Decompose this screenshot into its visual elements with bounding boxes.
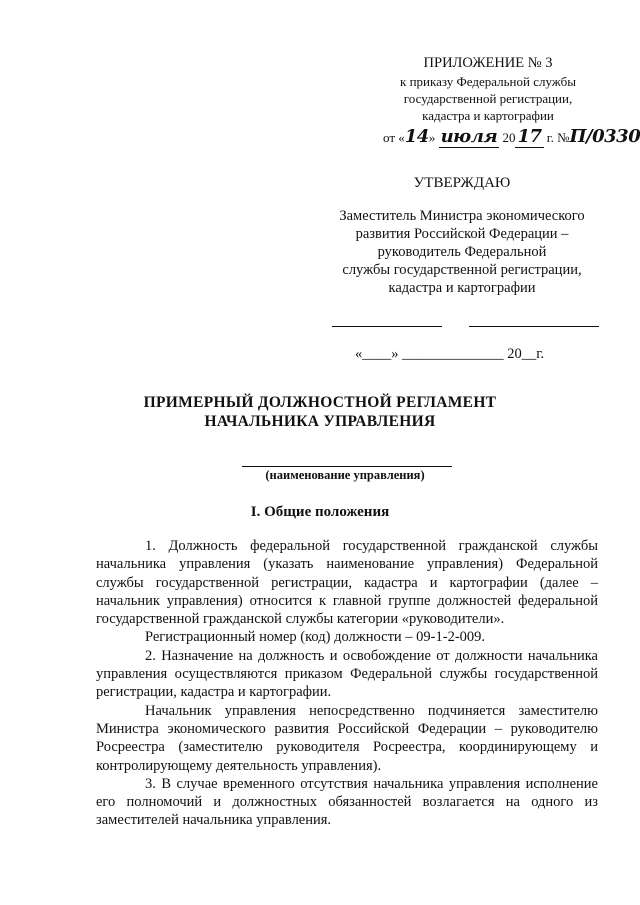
appendix-line: кадастра и картографии — [422, 108, 554, 123]
paragraph: 1. Должность федеральной государственной гражданской службы начальника управления (указать наименование управления) Федеральной службы государственной регистрации, кадастра и картографии (далее – начальник управления) относится к главной группе должностей федеральной государственной гражданской службы категории «руководители». — [96, 538, 598, 628]
order-day: 14 — [404, 126, 429, 147]
order-month: июля — [440, 126, 498, 147]
appendix-header — [378, 54, 598, 124]
title-line: НАЧАЛЬНИКА УПРАВЛЕНИЯ — [204, 413, 436, 430]
order-number-prefix: г. № — [546, 130, 570, 145]
unit-name-line — [242, 466, 452, 467]
unit-caption: (наименование управления) — [265, 468, 425, 482]
section-title: I. Общие положения — [250, 504, 390, 520]
document-title — [40, 393, 600, 431]
title-line: ПРИМЕРНЫЙ ДОЛЖНОСТНОЙ РЕГЛАМЕНТ — [143, 394, 497, 411]
name-line — [469, 326, 599, 327]
signer-line: Заместитель Министра экономического — [339, 208, 585, 224]
appendix-line: государственной регистрации, — [403, 91, 573, 106]
paragraph: Начальник управления непосредственно подчиняется заместителю Министра экономического развития Российской Федерации – руководителю Росреестра (заместителю руководителя Росреестра, координирующему и контролирующему деятельность управления). — [96, 702, 598, 774]
order-year-suffix: 17 — [517, 126, 542, 147]
approval-date: «____» ______________ 20__г. — [355, 346, 545, 362]
document-body — [96, 537, 598, 830]
signer-line: службы государственной регистрации, — [342, 262, 582, 278]
order-year-prefix: 20 — [502, 130, 516, 145]
signature-line — [332, 326, 442, 327]
signer-block — [312, 207, 612, 297]
paragraph: 2. Назначение на должность и освобождение от должности начальника управления осуществляются приказом Федеральной службы государственной регистрации, кадастра и картографии. — [96, 647, 598, 701]
paragraph: 3. В случае временного отсутствия начальника управления исполнение его полномочий и должностных обязанностей возлагается на одного из заместителей начальника управления. — [96, 775, 598, 829]
paragraph: Регистрационный номер (код) должности – 09-1-2-009. — [145, 629, 486, 646]
appendix-line: к приказу Федеральной службы — [400, 74, 576, 89]
order-prefix: от « — [383, 130, 405, 145]
approval-heading: УТВЕРЖДАЮ — [413, 175, 511, 191]
signer-line: руководитель Федеральной — [377, 244, 547, 260]
order-mid: » — [428, 130, 436, 145]
appendix-title: ПРИЛОЖЕНИЕ № 3 — [423, 55, 553, 71]
signer-line: кадастра и картографии — [388, 280, 536, 296]
order-reference — [383, 126, 640, 147]
signer-line: развития Российской Федерации – — [355, 226, 569, 242]
order-number: П/0330 — [569, 126, 640, 147]
